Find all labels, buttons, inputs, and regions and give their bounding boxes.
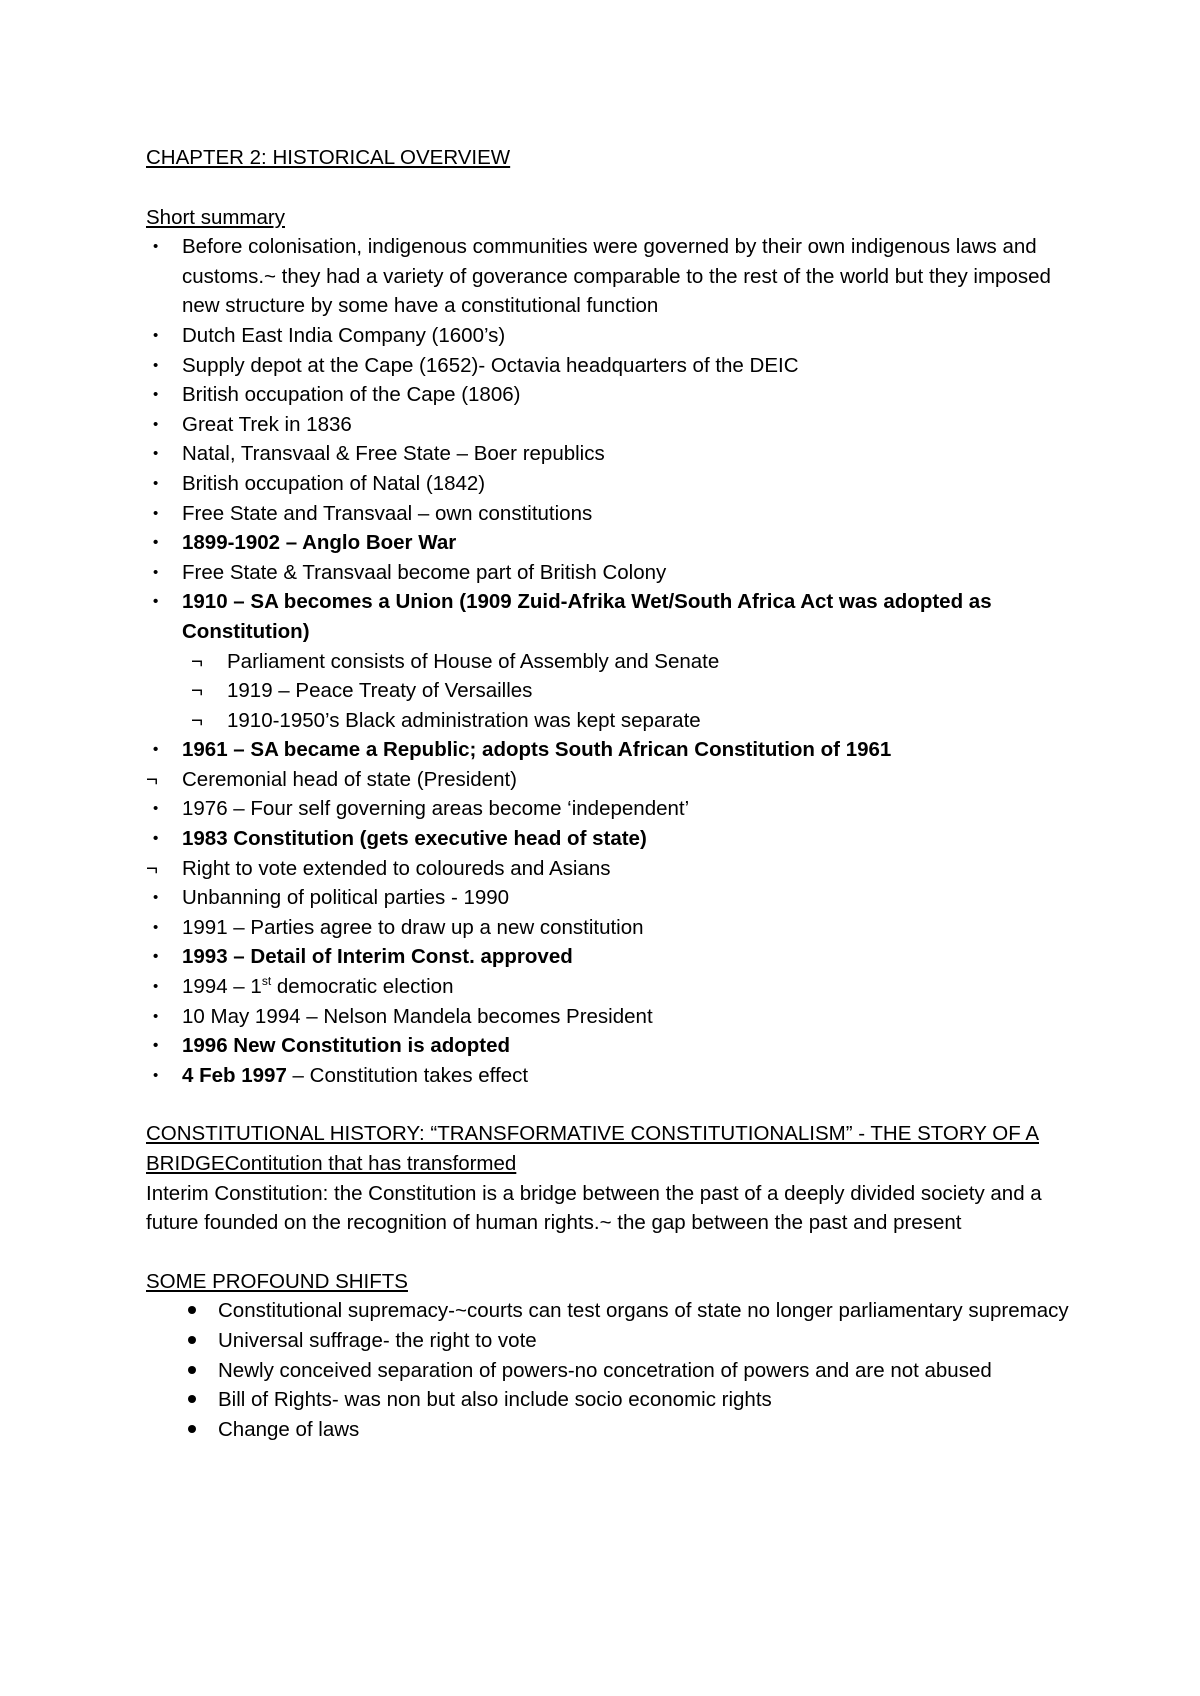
bullet-icon: •	[153, 593, 159, 611]
bullet-icon: •	[153, 326, 159, 344]
list-item: • 1994 – 1st democratic election	[146, 972, 1076, 1002]
bullet-icon: •	[153, 474, 159, 492]
not-sign-icon: ¬	[191, 649, 203, 673]
bullet-icon: •	[153, 1007, 159, 1025]
list-item: • 1996 New Constitution is adopted	[146, 1031, 1076, 1061]
list-item: • 1983 Constitution (gets executive head of state)	[146, 824, 1076, 854]
list-item: ¬ Ceremonial head of state (President)	[146, 765, 1076, 795]
list-item: • 10 May 1994 – Nelson Mandela becomes President	[146, 1002, 1076, 1032]
bullet-icon	[188, 1425, 196, 1433]
list-item: ¬ 1910-1950’s Black administration was kept separate	[146, 706, 1076, 736]
list-item: ¬ 1919 – Peace Treaty of Versailles	[146, 676, 1076, 706]
list-item: ¬ Right to vote extended to coloureds and Asians	[146, 854, 1076, 884]
list-item: Newly conceived separation of powers-no concetration of powers and are not abused	[146, 1356, 1076, 1386]
list-item: Change of laws	[146, 1415, 1076, 1445]
bullet-icon: •	[153, 830, 159, 848]
list-item: • Dutch East India Company (1600’s)	[146, 321, 1076, 351]
list-item: • Supply depot at the Cape (1652)- Octavia headquarters of the DEIC	[146, 351, 1076, 381]
not-sign-icon: ¬	[191, 708, 203, 732]
not-sign-icon: ¬	[146, 767, 158, 791]
list-item: Universal suffrage- the right to vote	[146, 1326, 1076, 1356]
bullet-icon: •	[153, 563, 159, 581]
bullet-icon	[188, 1366, 196, 1374]
list-item: • 1961 – SA became a Republic; adopts South African Constitution of 1961	[146, 735, 1076, 765]
bullet-icon: •	[153, 238, 159, 256]
list-item: • 1991 – Parties agree to draw up a new constitution	[146, 913, 1076, 943]
history-paragraph: Interim Constitution: the Constitution is a bridge between the past of a deeply divided society and a future founded on the recognition of human rights.~ the gap between the past and present	[146, 1181, 1042, 1235]
bullet-icon: •	[153, 534, 159, 552]
bullet-icon	[188, 1336, 196, 1344]
chapter-title: CHAPTER 2: HISTORICAL OVERVIEW	[146, 146, 511, 169]
list-item: • 1899-1902 – Anglo Boer War	[146, 528, 1076, 558]
not-sign-icon: ¬	[191, 679, 203, 703]
list-item: • British occupation of Natal (1842)	[146, 469, 1076, 499]
list-item: Bill of Rights- was non but also include socio economic rights	[146, 1385, 1076, 1415]
list-item: Constitutional supremacy-~courts can test organs of state no longer parliamentary supremacy	[146, 1296, 1076, 1326]
bullet-icon	[188, 1395, 196, 1403]
bullet-icon: •	[153, 1066, 159, 1084]
list-item: • 1976 – Four self governing areas become ‘independent’	[146, 794, 1076, 824]
list-item: • 4 Feb 1997 – Constitution takes effect	[146, 1061, 1076, 1091]
bullet-icon: •	[153, 889, 159, 907]
document-body	[146, 143, 1076, 1444]
bullet-icon: •	[153, 1037, 159, 1055]
list-item: • Unbanning of political parties - 1990	[146, 883, 1076, 913]
shifts-heading: SOME PROFOUND SHIFTS	[146, 1269, 408, 1293]
bullet-icon: •	[153, 978, 159, 996]
bullet-icon: •	[153, 415, 159, 433]
list-item: • Free State & Transvaal become part of British Colony	[146, 558, 1076, 588]
list-item: • Before colonisation, indigenous communities were governed by their own indigenous laws and customs.~ they had a variety of goverance comparable to the rest of the world but they imposed new structure by some have a constitutional function	[146, 232, 1076, 321]
list-item: • 1993 – Detail of Interim Const. approved	[146, 942, 1076, 972]
summary-list	[146, 232, 1076, 1090]
list-item: • 1910 – SA becomes a Union (1909 Zuid-Afrika Wet/South Africa Act was adopted as Constitution)	[146, 587, 1076, 646]
bullet-icon: •	[153, 918, 159, 936]
list-item: • Great Trek in 1836	[146, 410, 1076, 440]
bullet-icon	[188, 1306, 196, 1314]
summary-heading: Short summary	[146, 205, 285, 229]
bullet-icon: •	[153, 386, 159, 404]
not-sign-icon: ¬	[146, 856, 158, 880]
bullet-icon: •	[153, 356, 159, 374]
bullet-icon: •	[153, 948, 159, 966]
bullet-icon: •	[153, 800, 159, 818]
bullet-icon: •	[153, 445, 159, 463]
list-item: • Free State and Transvaal – own constitutions	[146, 499, 1076, 529]
history-heading: CONSTITUTIONAL HISTORY: “TRANSFORMATIVE CONSTITUTIONALISM” - THE STORY OF A BRIDGEContitution that has transformed	[146, 1122, 1039, 1175]
shifts-list	[146, 1296, 1076, 1444]
list-item: • British occupation of the Cape (1806)	[146, 380, 1076, 410]
list-item: • Natal, Transvaal & Free State – Boer republics	[146, 439, 1076, 469]
bullet-icon: •	[153, 741, 159, 759]
bullet-icon: •	[153, 504, 159, 522]
list-item: ¬ Parliament consists of House of Assembly and Senate	[146, 647, 1076, 677]
